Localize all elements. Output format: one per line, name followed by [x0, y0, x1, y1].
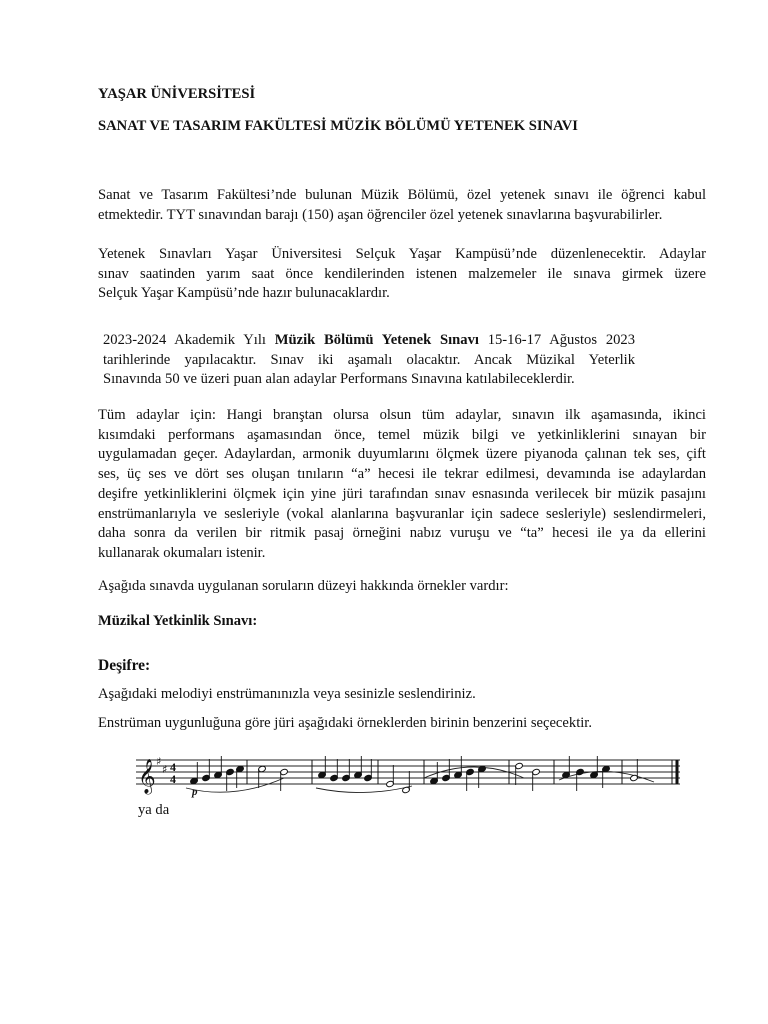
university-title: YAŞAR ÜNİVERSİTESİ [98, 86, 256, 102]
paragraph-line: Sanat ve Tasarım Fakültesi’nde bulunan Müzik Bölümü, özel yetenek sınavı ile öğrenci kabul [98, 187, 706, 203]
svg-text:♯: ♯ [162, 763, 168, 776]
paragraph-line: Selçuk Yaşar Kampüsü’nde hazır bulunacaklardır. [98, 285, 390, 302]
paragraph-line: deşifre yetkinliklerini ölçmek için yine jüri tarafından sınav esnasında verilecek bir müzik pasajını [98, 485, 706, 502]
notes [190, 756, 639, 794]
dates-text-b: 15-16-17 Ağustos 2023 [478, 332, 636, 348]
treble-clef-icon [138, 759, 156, 795]
exam-title: SANAT VE TASARIM FAKÜLTESİ MÜZİK BÖLÜMÜ YETENEK SINAVI [98, 118, 578, 134]
paragraph-line: daha sonra da verilen bir ritmik pasaj örneğini nabız vuruşu ve “ta” hecesi ile ya da ellerini [98, 525, 706, 542]
dynamic-marking: p [192, 786, 198, 798]
paragraph-line: tarihlerinde yapılacaktır. Sınav iki aşamalı olacaktır. Ancak Müzikal Yeterlik [103, 351, 635, 368]
paragraph-line: Sınavında 50 ve üzeri puan alan adaylar Performans Sınavına katılabileceklerdir. [103, 371, 575, 388]
time-signature [170, 760, 176, 786]
paragraph-line: Tüm adaylar için: Hangi branştan olursa olsun tüm adaylar, sınavın ilk aşamasında, ikinci [98, 407, 706, 423]
paragraph-line [103, 331, 635, 351]
paragraph-line: enstrümanlarıyla ve sesleriyle (vokal alanlarına başvuranlar için sadece sesleriyle) seslendirmeleri, [98, 505, 706, 522]
paragraph-line: ses, üç ses ve dört ses oluşan tınıların “a” hecesi ile tekrar edilmesi, devamında ise adaylardan [98, 466, 706, 483]
svg-text:𝄞: 𝄞 [138, 759, 156, 794]
svg-text:♯: ♯ [156, 755, 162, 768]
examples-intro: Aşağıda sınavda uygulanan soruların düzeyi hakkında örnekler vardır: [98, 578, 509, 594]
or-text: ya da [138, 802, 170, 818]
music-score-excerpt [134, 748, 682, 800]
instruction-melody: Aşağıdaki melodiyi enstrümanınızla veya sesinizle seslendiriniz. [98, 686, 476, 702]
instruction-jury: Enstrüman uygunluğuna göre jüri aşağıdaki örneklerden birinin benzerini seçecektir. [98, 715, 592, 731]
paragraph-line: kısımdaki performans aşamasından önce, temel müzik bilgi ve yetkinliklerini sınayan bir [98, 426, 706, 443]
paragraph-line: sınav saatinden yarım saat önce kendilerinden istenen malzemeler ile sınava girmek üzere [98, 265, 706, 282]
paragraph-intro [98, 186, 706, 225]
paragraph-line: uygulamadan geçer. Adaylardan, armonik duyumlarını ölçmek üzere piyanoda çalınan tek ses, çift [98, 446, 706, 463]
paragraph-line: Yetenek Sınavları Yaşar Üniversitesi Selçuk Yaşar Kampüsü’nde düzenlenecektir. Adaylar [98, 246, 706, 262]
paragraph-line: etmektedir. TYT sınavından barajı (150) aşan öğrenciler özel yetenek sınavlarına başvurabilirler. [98, 206, 663, 223]
paragraph-line: kullanarak okumaları istenir. [98, 544, 266, 561]
dates-text-bold: Müzik Bölümü Yetenek Sınavı [274, 332, 479, 348]
competency-heading: Müzikal Yetkinlik Sınavı: [98, 613, 258, 629]
paragraph-all-candidates [98, 406, 706, 564]
key-signature [156, 755, 167, 776]
paragraph-location [98, 245, 706, 304]
dates-text-a: 2023-2024 Akademik Yılı [103, 332, 275, 348]
paragraph-dates [103, 331, 635, 390]
time-signature-bottom: 4 [170, 772, 176, 786]
sight-reading-heading: Deşifre: [98, 657, 151, 674]
time-signature-top: 4 [170, 760, 176, 774]
